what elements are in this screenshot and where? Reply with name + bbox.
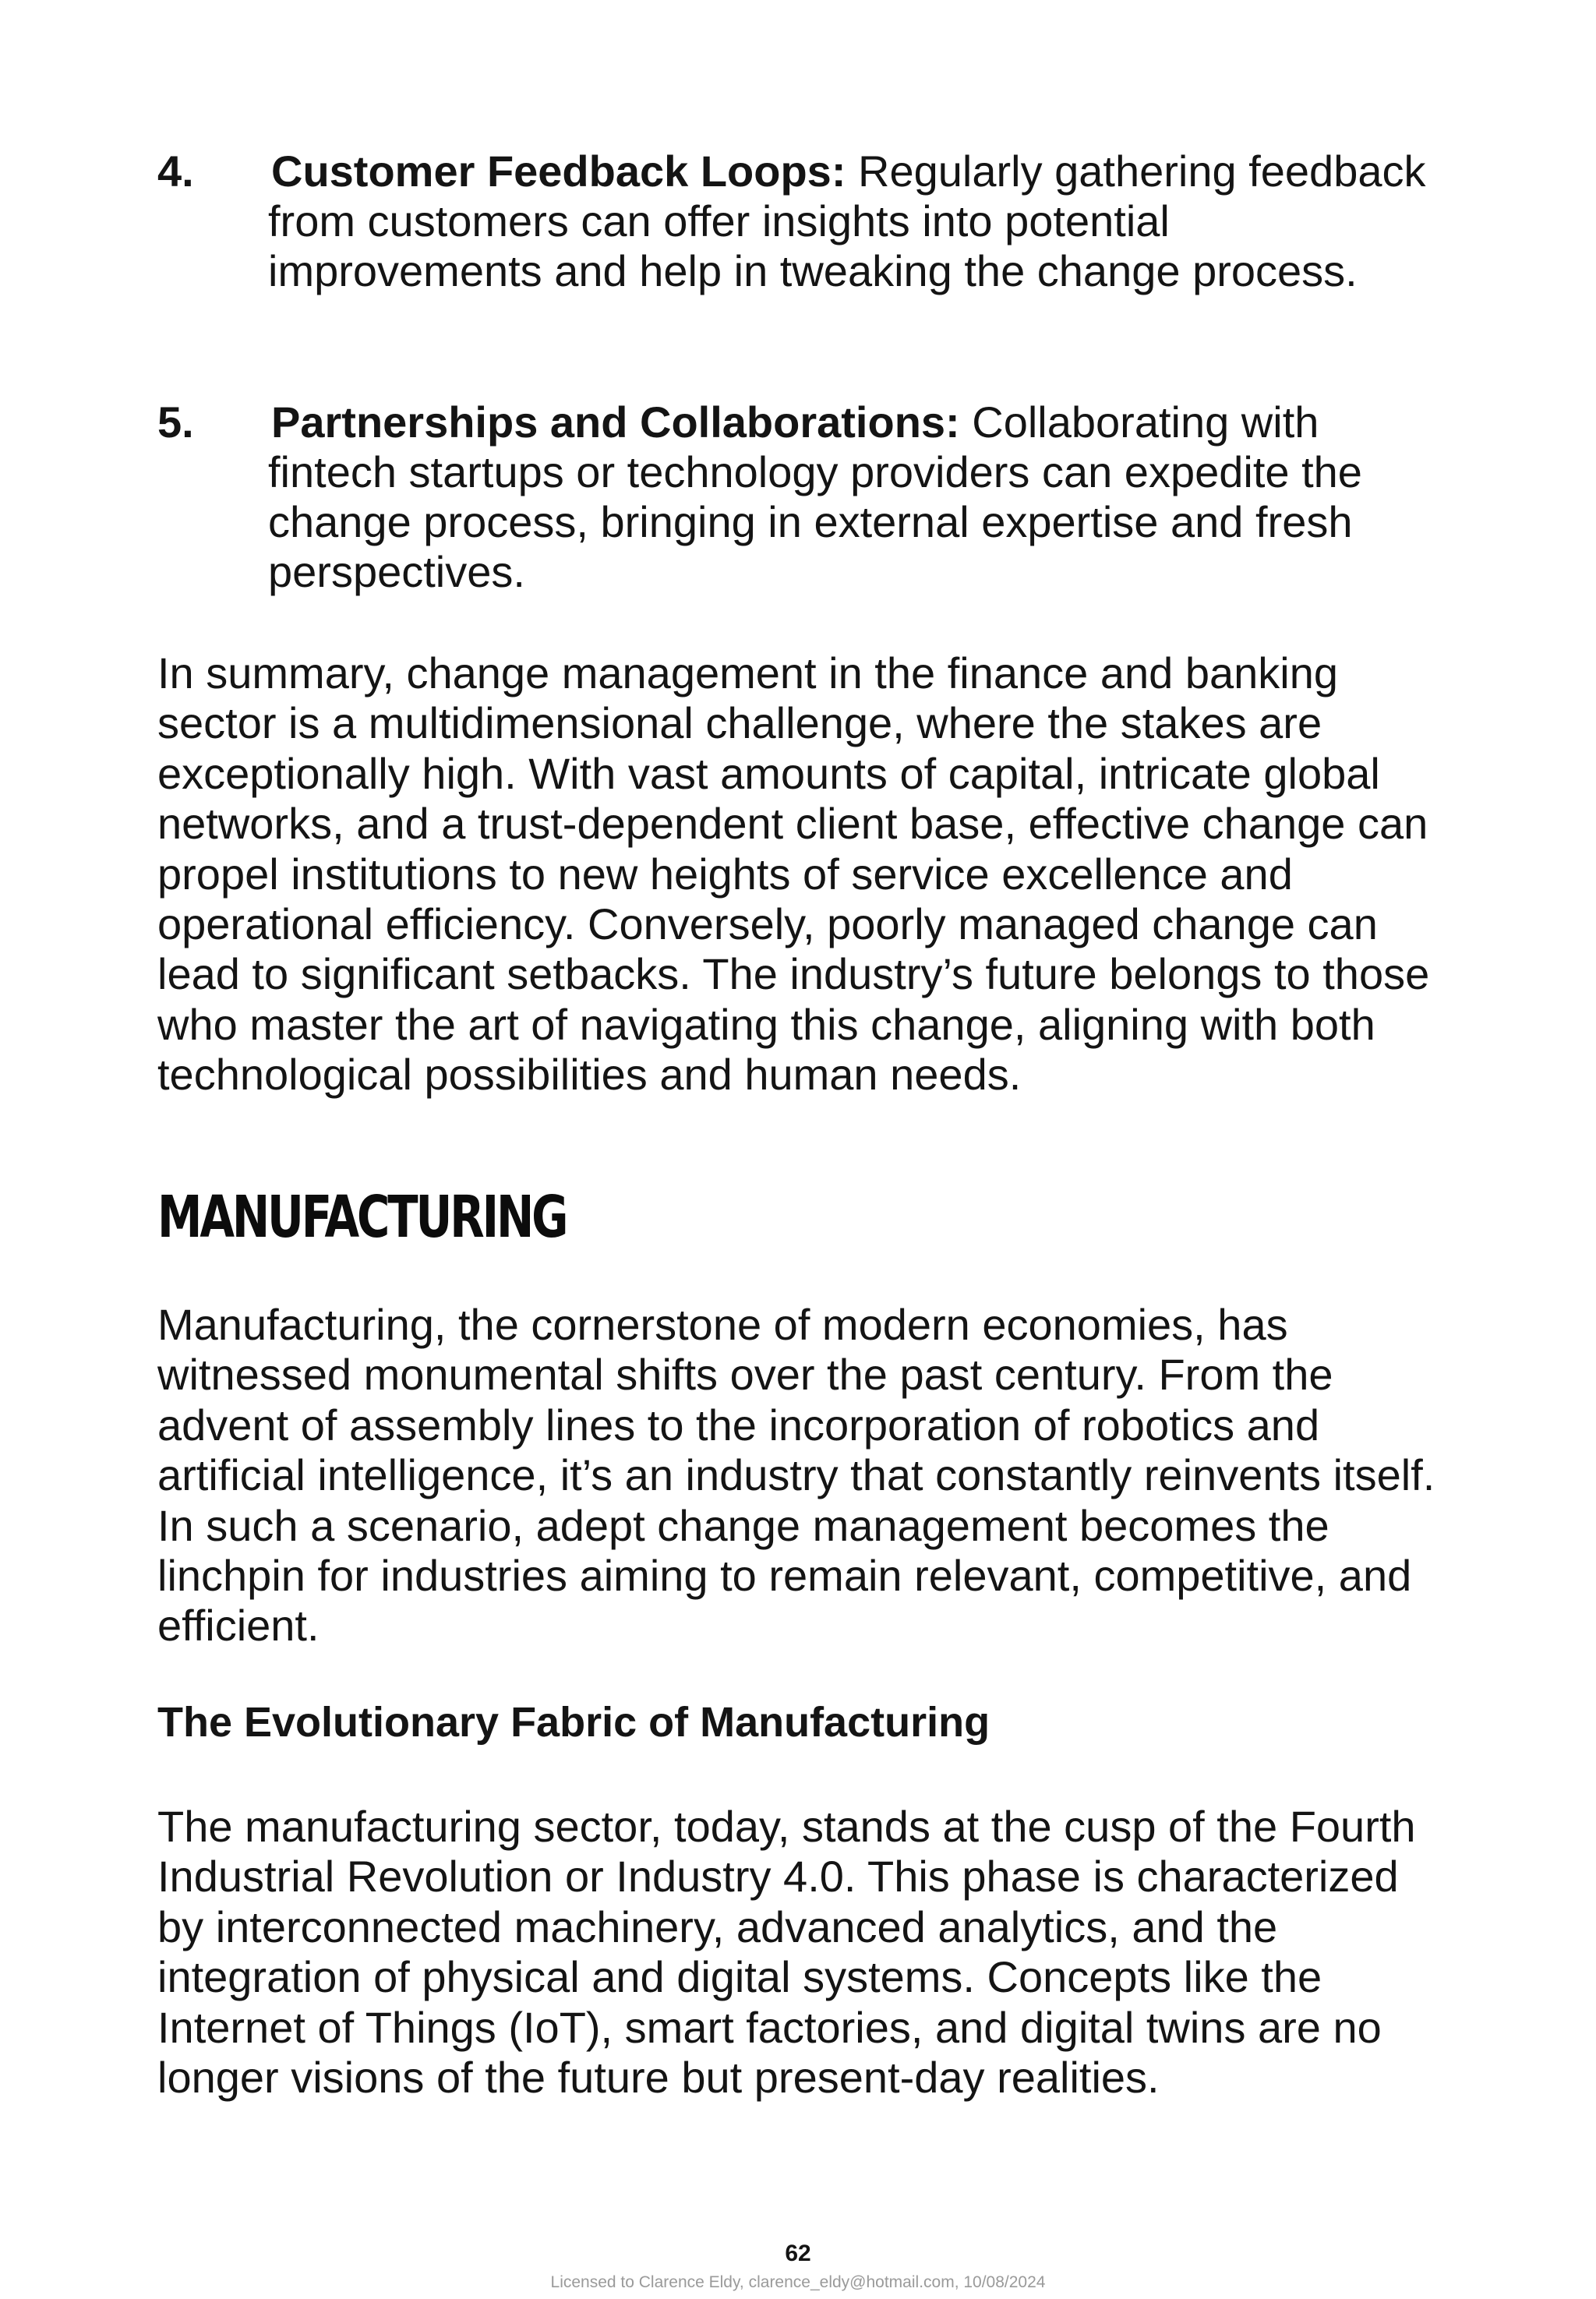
- list-item-customer-feedback: [157, 147, 1451, 296]
- list-item-text: Collaborating with fintech startups or technology providers can expedite the change process, bringing in external expertise and fresh perspectives.: [268, 397, 1362, 596]
- summary-paragraph: In summary, change management in the finance and banking sector is a multidimensional challenge, where the stakes are exceptionally high. With vast amounts of capital, intricate global networks, and a trust-dependent client base, effective change can propel institutions to new heights of service excellence and operational efficiency. Conversely, poorly managed change can lead to significant setbacks. The industry’s future belongs to those who master the art of navigating this change, aligning with both technological possibilities and human needs.: [157, 648, 1430, 1100]
- list-number: 5.: [157, 397, 194, 447]
- list-item-term: Partnerships and Collaborations:: [271, 397, 960, 447]
- page-number: 62: [785, 2241, 811, 2266]
- list-number: 4.: [157, 147, 194, 196]
- license-notice: Licensed to Clarence Eldy, clarence_eldy@hotmail.com, 10/08/2024: [550, 2273, 1046, 2291]
- list-item-body: [268, 397, 1451, 597]
- list-item-text: Regularly gathering feedback from customers can offer insights into potential improvements and help in tweaking the change process.: [268, 147, 1426, 295]
- list-item-term: Customer Feedback Loops:: [271, 147, 846, 196]
- list-item-body: [268, 147, 1451, 296]
- subheading: The Evolutionary Fabric of Manufacturing: [157, 1699, 990, 1746]
- evolution-paragraph: The manufacturing sector, today, stands at the cusp of the Fourth Industrial Revolution or Industry 4.0. This phase is characterized by interconnected machinery, advanced analytics, and the integration of physical and digital systems. Concepts like the Internet of Things (IoT), smart factories, and digital twins are no longer visions of the future but present-day realities.: [157, 1802, 1416, 2103]
- section-title: MANUFACTURING: [157, 1184, 567, 1251]
- list-item-partnerships: [157, 397, 1451, 597]
- intro-paragraph: Manufacturing, the cornerstone of modern economies, has witnessed monumental shifts over the past century. From the advent of assembly lines to the incorporation of robotics and artificial intelligence, it’s an industry that constantly reinvents itself. In such a scenario, adept change management becomes the linchpin for industries aiming to remain relevant, competitive, and efficient.: [157, 1300, 1435, 1651]
